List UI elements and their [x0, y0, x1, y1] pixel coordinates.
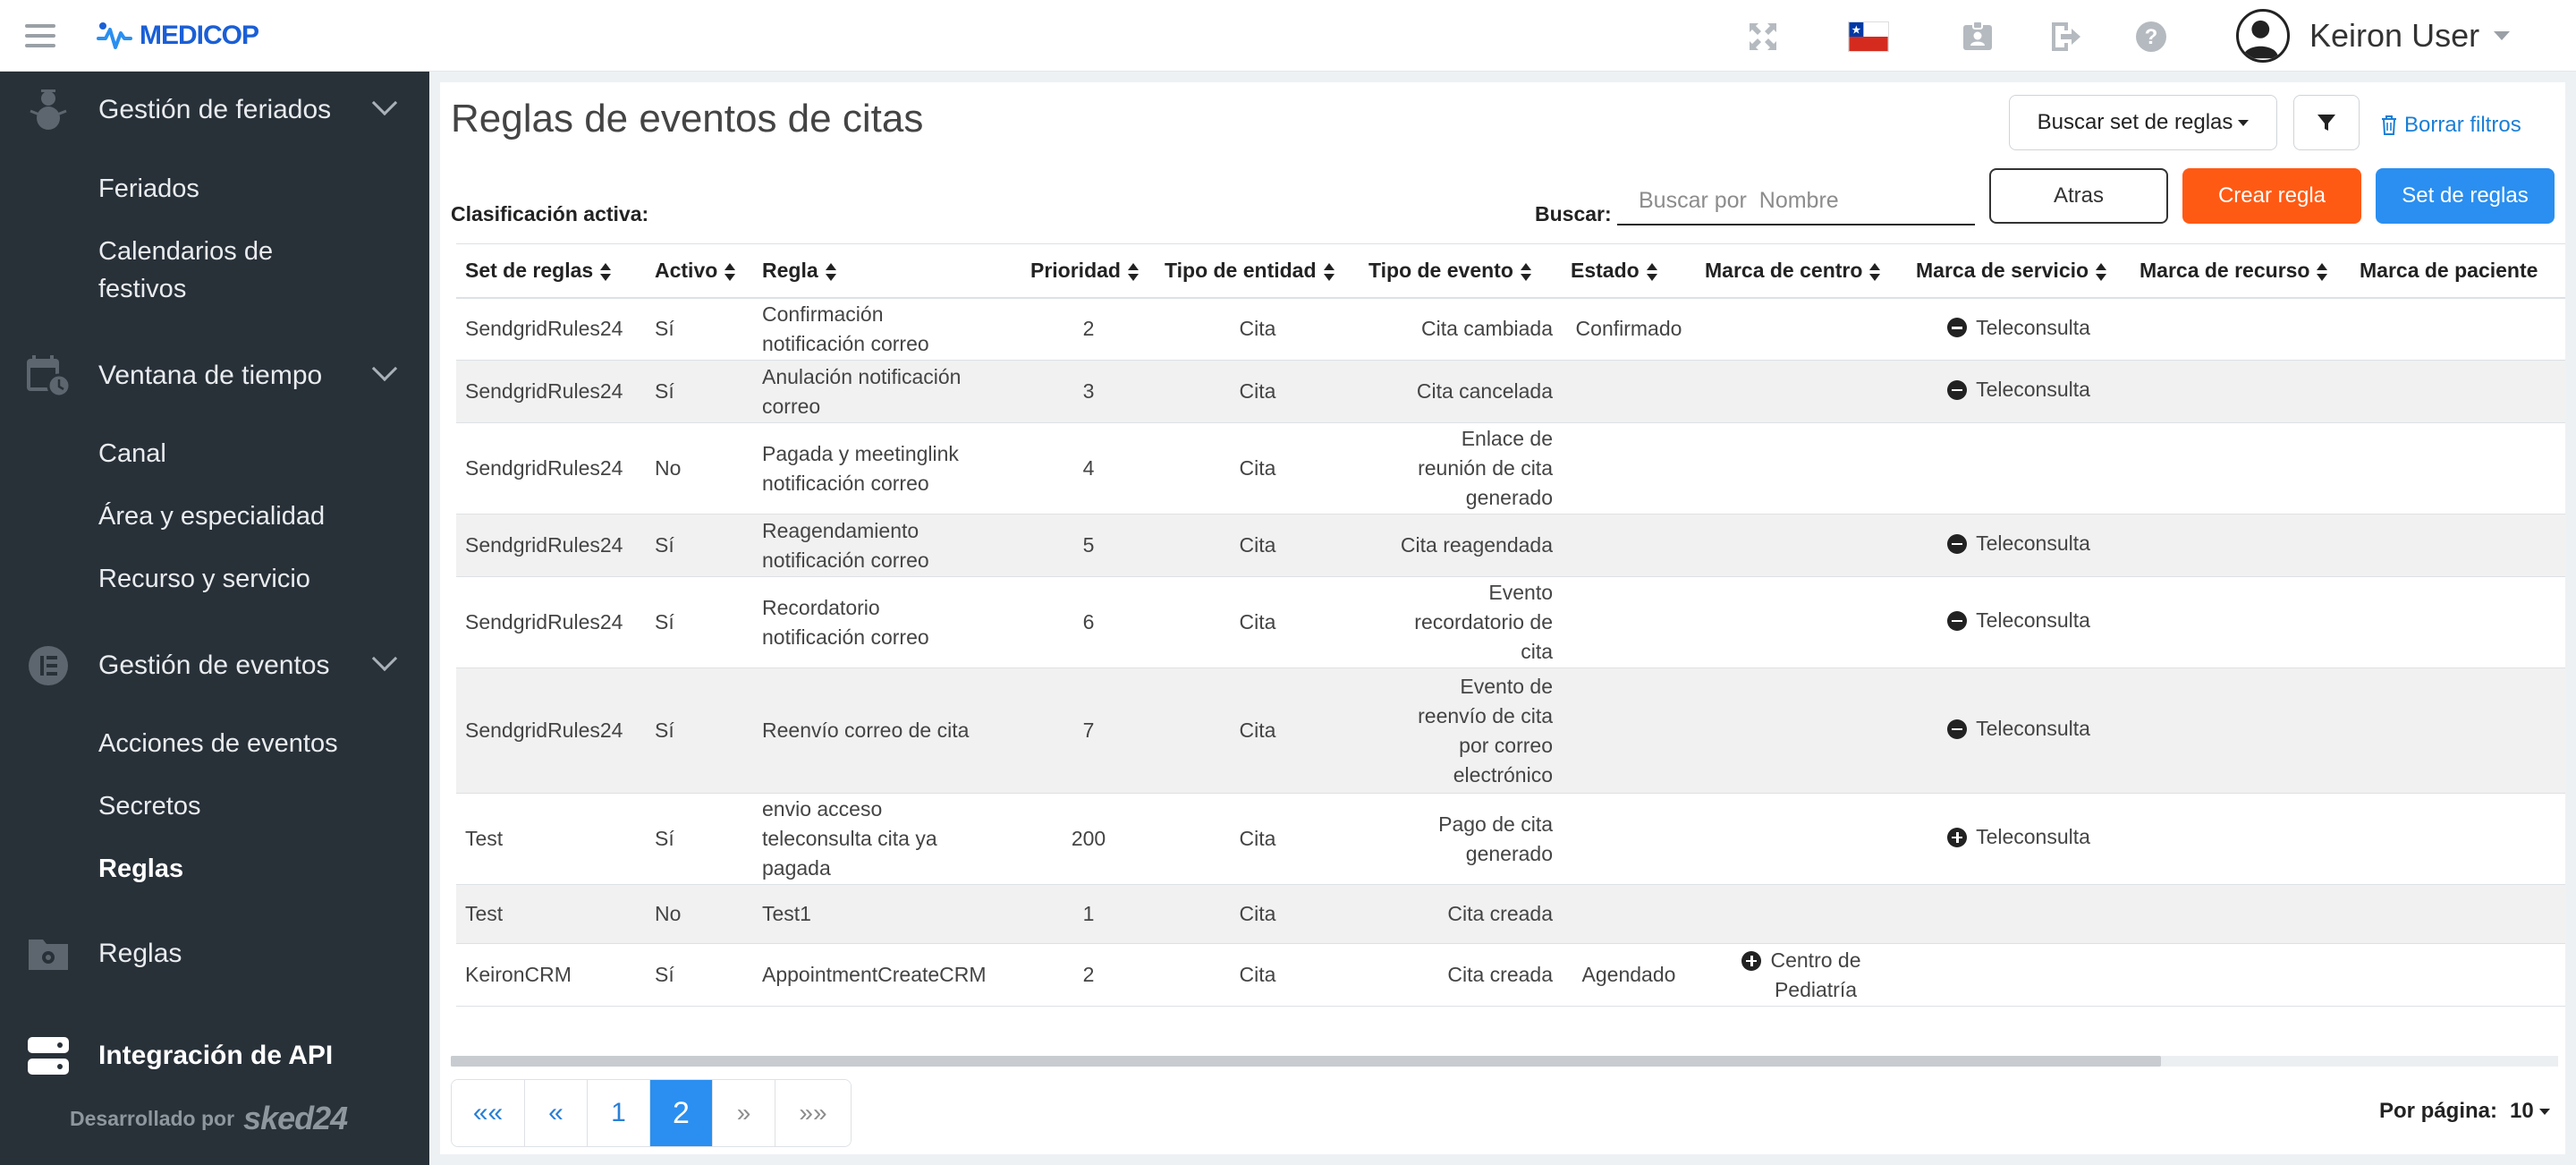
sidebar-item-area[interactable]: Área y especialidad [98, 502, 326, 531]
cell-tipo-entidad: Cita [1156, 668, 1360, 794]
sked24-logo: sked24 [243, 1100, 348, 1136]
cell-marca-servicio [1907, 885, 2131, 944]
column-header[interactable] [456, 244, 646, 298]
pagination [451, 1079, 852, 1147]
filter-icon [2316, 112, 2337, 133]
folder-gear-icon [25, 931, 72, 977]
cell-prioridad: 5 [1021, 514, 1156, 577]
cell-marca-servicio [1907, 298, 2131, 361]
cell-marca-recurso [2131, 423, 2351, 514]
sidebar-item-feriados[interactable]: Feriados [98, 174, 199, 203]
cell-prioridad: 1 [1021, 885, 1156, 944]
cell-estado [1562, 668, 1696, 794]
scrollbar-thumb[interactable] [451, 1056, 2161, 1067]
column-header-label: Tipo de evento [1368, 258, 1513, 282]
column-header-label: Estado [1571, 258, 1640, 282]
cell-marca-servicio [1907, 794, 2131, 885]
cell-marca-recurso [2131, 944, 2351, 1007]
cell-marca-centro [1696, 361, 1907, 423]
cell-tipo-evento [1360, 794, 1562, 885]
cell-text-line: Pagada y meetinglink [762, 441, 959, 465]
cell-tipo-entidad: Cita [1156, 577, 1360, 668]
id-badge-icon[interactable] [1961, 20, 1995, 54]
search-input[interactable] [1617, 177, 1975, 225]
caret-down-icon [2539, 1109, 2550, 1115]
cell-prioridad: 200 [1021, 794, 1156, 885]
cell-activo: No [646, 423, 753, 514]
cell-regla [753, 361, 1021, 423]
cell-text-line: Cita creada [1447, 902, 1553, 925]
cell-text-line: envio acceso [762, 797, 883, 821]
sidebar-section-api[interactable] [0, 1020, 429, 1092]
sidebar [0, 72, 429, 1165]
cell-tipo-entidad: Cita [1156, 423, 1360, 514]
column-header[interactable] [1696, 244, 1907, 298]
cell-text-line: Reagendamiento [762, 518, 919, 542]
cell-marca-paciente [2351, 361, 2565, 423]
chevron-down-icon [372, 90, 397, 115]
cell-regla [753, 298, 1021, 361]
minus-circle-icon [1947, 719, 1967, 739]
sidebar-section-label: Gestión de feriados [98, 95, 332, 124]
sort-icon[interactable] [826, 263, 836, 281]
main-content [440, 82, 2565, 1154]
sort-icon[interactable] [1647, 263, 1657, 281]
cell-text-line: generado [1465, 486, 1553, 509]
hamburger-menu-icon[interactable] [25, 24, 55, 47]
cell-regla [753, 423, 1021, 514]
sort-icon[interactable] [724, 263, 735, 281]
table-row[interactable] [456, 423, 2565, 514]
sidebar-item-label: festivos [98, 275, 187, 303]
cell-set-de-reglas: SendgridRules24 [456, 361, 646, 423]
user-menu-caret-icon [2494, 31, 2510, 40]
chile-flag-icon[interactable] [1848, 21, 1889, 52]
cell-marca-recurso [2131, 668, 2351, 794]
sidebar-section-label: Gestión de eventos [98, 651, 330, 680]
marca-servicio-label: Teleconsulta [1976, 531, 2090, 556]
atras-button[interactable]: Atras [1989, 168, 2168, 224]
cell-estado [1562, 423, 1696, 514]
cell-text-line: Enlace de [1461, 427, 1553, 450]
cell-activo: Sí [646, 944, 753, 1007]
clasificacion-activa-label: Clasificación activa: [451, 202, 649, 225]
user-menu[interactable] [2236, 11, 2510, 61]
top-bar [0, 0, 2576, 72]
column-header[interactable] [1562, 244, 1696, 298]
crear-regla-button[interactable]: Crear regla [2182, 168, 2361, 224]
cell-text-line: notificación correo [762, 471, 929, 495]
caret-down-icon [2238, 120, 2249, 126]
marca-servicio-label: Teleconsulta [1976, 825, 2090, 849]
server-icon [25, 1033, 72, 1079]
cell-text-line: cita [1521, 640, 1553, 663]
cell-marca-recurso [2131, 298, 2351, 361]
page-title: Reglas de eventos de citas [451, 97, 924, 140]
calendar-clock-icon [25, 353, 72, 399]
horizontal-scrollbar[interactable] [451, 1056, 2558, 1067]
cell-text-line: Centro de [1770, 948, 1861, 972]
cell-regla [753, 514, 1021, 577]
marca-tag[interactable] [1947, 313, 2090, 343]
cell-text-line: Cita reagendada [1400, 533, 1553, 557]
cell-tipo-evento [1360, 298, 1562, 361]
snowman-icon [25, 87, 72, 133]
column-header[interactable] [2131, 244, 2351, 298]
cell-marca-recurso [2131, 885, 2351, 944]
cell-marca-servicio [1907, 944, 2131, 1007]
cell-regla [753, 794, 1021, 885]
cell-marca-paciente [2351, 298, 2565, 361]
cell-activo: Sí [646, 794, 753, 885]
cell-tipo-entidad: Cita [1156, 298, 1360, 361]
sidebar-footer [70, 1092, 347, 1145]
sort-icon[interactable] [1521, 263, 1531, 281]
cell-text-line: Test1 [762, 902, 811, 925]
sidebar-item-canal[interactable]: Canal [98, 439, 166, 468]
borrar-filtros-label: Borrar filtros [2404, 113, 2521, 137]
cell-marca-recurso [2131, 794, 2351, 885]
trash-icon [2381, 115, 2397, 135]
sidebar-section-ventana[interactable] [0, 340, 429, 412]
cell-regla [753, 885, 1021, 944]
cell-text-line: correo [762, 394, 821, 418]
column-header[interactable] [1156, 244, 1360, 298]
cell-marca-centro [1696, 298, 1907, 361]
cell-prioridad: 2 [1021, 298, 1156, 361]
column-header-label: Prioridad [1030, 258, 1121, 282]
marca-servicio-label: Teleconsulta [1976, 315, 2090, 339]
cell-marca-paciente [2351, 514, 2565, 577]
cell-marca-paciente [2351, 885, 2565, 944]
cell-text-line: Reenvío correo de cita [762, 719, 970, 742]
sort-icon[interactable] [1128, 263, 1139, 281]
cell-text-line: pagada [762, 856, 831, 880]
cell-text-line: notificación correo [762, 548, 929, 572]
cell-text-line: Pediatría [1774, 977, 1858, 1001]
marca-tag[interactable] [1947, 375, 2090, 404]
cell-marca-centro [1696, 514, 1907, 577]
cell-marca-centro [1696, 423, 1907, 514]
cell-estado: Confirmado [1562, 298, 1696, 361]
cell-set-de-reglas: SendgridRules24 [456, 514, 646, 577]
plus-circle-icon [1741, 951, 1761, 971]
sidebar-item-reglas[interactable]: Reglas [98, 855, 184, 883]
cell-estado [1562, 885, 1696, 944]
cell-tipo-evento [1360, 885, 1562, 944]
sidebar-item-label: Calendarios de [98, 237, 274, 266]
cell-tipo-entidad: Cita [1156, 885, 1360, 944]
cell-activo: No [646, 885, 753, 944]
events-icon [25, 642, 72, 689]
sort-icon[interactable] [2317, 263, 2327, 281]
cell-prioridad: 7 [1021, 668, 1156, 794]
cell-marca-servicio [1907, 423, 2131, 514]
table-row[interactable] [456, 298, 2565, 361]
cell-text-line: Confirmación [762, 302, 884, 326]
sidebar-item-calendarios[interactable] [98, 233, 273, 308]
cell-text-line: Cita cancelada [1416, 379, 1553, 403]
page-last-button[interactable]: »» [775, 1080, 851, 1146]
cell-prioridad: 4 [1021, 423, 1156, 514]
cell-set-de-reglas: Test [456, 885, 646, 944]
column-header-label: Marca de paciente [2360, 258, 2538, 282]
sidebar-section-reglas[interactable] [0, 918, 429, 990]
cell-text-line: Anulación notificación [762, 364, 962, 388]
cell-set-de-reglas: SendgridRules24 [456, 423, 646, 514]
table-row[interactable] [456, 514, 2565, 577]
cell-text-line: notificación correo [762, 625, 929, 649]
cell-set-de-reglas: SendgridRules24 [456, 298, 646, 361]
minus-circle-icon [1947, 534, 1967, 554]
cell-activo: Sí [646, 361, 753, 423]
sidebar-item-acciones[interactable]: Acciones de eventos [98, 729, 338, 758]
per-page-value: 10 [2510, 1099, 2550, 1124]
marca-servicio-label: Teleconsulta [1976, 717, 2090, 741]
cell-estado [1562, 361, 1696, 423]
cell-marca-servicio [1907, 514, 2131, 577]
page-prev-button[interactable]: « [525, 1080, 588, 1146]
cell-marca-centro [1696, 794, 1907, 885]
cell-text-line: Cita creada [1447, 963, 1553, 986]
table-row[interactable] [456, 944, 2565, 1007]
cell-tipo-entidad: Cita [1156, 794, 1360, 885]
column-header[interactable] [753, 244, 1021, 298]
sidebar-section-feriados[interactable] [0, 74, 429, 146]
column-header-label: Set de reglas [465, 258, 594, 282]
page-1-button[interactable]: 1 [588, 1080, 650, 1146]
logo-text: MEDICOP [140, 21, 259, 50]
cell-estado [1562, 794, 1696, 885]
cell-text-line: reunión de cita [1418, 456, 1553, 480]
cell-text-line: Recordatorio [762, 595, 880, 619]
buscar-label: Buscar: [1535, 202, 1612, 225]
cell-marca-paciente [2351, 423, 2565, 514]
cell-estado [1562, 514, 1696, 577]
set-de-reglas-button[interactable]: Set de reglas [2376, 168, 2555, 224]
cell-text-line: Cita cambiada [1420, 317, 1553, 341]
cell-text-line: Evento de [1460, 674, 1553, 698]
cell-marca-paciente [2351, 794, 2565, 885]
page-next-button[interactable]: » [713, 1080, 775, 1146]
column-header-label: Tipo de entidad [1165, 258, 1317, 282]
cell-activo: Sí [646, 577, 753, 668]
marca-tag[interactable] [1947, 822, 2090, 852]
table-row[interactable] [456, 885, 2565, 944]
column-header-label: Marca de centro [1705, 258, 1863, 282]
cell-tipo-evento [1360, 423, 1562, 514]
column-header[interactable] [2351, 244, 2565, 298]
column-header-label: Marca de servicio [1916, 258, 2089, 282]
per-page-selector[interactable] [2379, 1099, 2550, 1124]
svg-text:?: ? [2144, 25, 2158, 49]
table-row[interactable] [456, 361, 2565, 423]
cell-set-de-reglas: Test [456, 794, 646, 885]
marca-servicio-label: Teleconsulta [1976, 608, 2090, 633]
sort-icon[interactable] [1869, 263, 1880, 281]
cell-tipo-entidad: Cita [1156, 361, 1360, 423]
cell-marca-recurso [2131, 514, 2351, 577]
cell-text-line: teleconsulta cita ya [762, 827, 937, 850]
cell-tipo-evento [1360, 361, 1562, 423]
chevron-down-icon [372, 646, 397, 671]
page-2-button[interactable]: 2 [650, 1080, 713, 1146]
cell-marca-recurso [2131, 577, 2351, 668]
plus-circle-icon [1947, 828, 1967, 847]
table-row[interactable] [456, 794, 2565, 885]
cell-activo: Sí [646, 514, 753, 577]
cell-marca-servicio [1907, 361, 2131, 423]
cell-text-line: electrónico [1453, 762, 1553, 787]
column-header-label: Activo [655, 258, 718, 282]
sidebar-section-eventos[interactable] [0, 630, 429, 702]
minus-circle-icon [1947, 318, 1967, 337]
cell-text-line: recordatorio de [1414, 610, 1553, 634]
sort-icon[interactable] [2096, 263, 2106, 281]
cell-set-de-reglas: KeironCRM [456, 944, 646, 1007]
cell-text-line: reenvío de cita [1418, 703, 1553, 727]
logout-icon[interactable] [2048, 20, 2082, 54]
sidebar-section-label: Integración de API [98, 1041, 334, 1070]
chevron-down-icon [372, 356, 397, 381]
cell-tipo-entidad: Cita [1156, 514, 1360, 577]
marca-servicio-label: Teleconsulta [1976, 378, 2090, 402]
cell-text-line: Evento [1488, 581, 1553, 604]
cell-estado [1562, 577, 1696, 668]
user-avatar-icon [2236, 9, 2290, 63]
rules-table [456, 243, 2565, 1007]
cell-marca-paciente [2351, 944, 2565, 1007]
table-row[interactable] [456, 577, 2565, 668]
sidebar-item-secretos[interactable]: Secretos [98, 792, 201, 821]
sidebar-section-label: Ventana de tiempo [98, 361, 323, 390]
sidebar-section-label: Reglas [98, 939, 182, 968]
column-header[interactable] [1360, 244, 1562, 298]
sidebar-item-recurso[interactable]: Recurso y servicio [98, 565, 310, 593]
column-header-label: Regla [762, 258, 818, 282]
column-header[interactable] [646, 244, 753, 298]
marca-centro-label [1770, 946, 1860, 1005]
column-header[interactable] [1907, 244, 2131, 298]
minus-circle-icon [1947, 611, 1967, 631]
cell-text-line: generado [1465, 841, 1553, 865]
page-first-button[interactable]: «« [452, 1080, 525, 1146]
app-logo[interactable] [97, 18, 258, 54]
marca-tag[interactable] [1947, 606, 2090, 635]
column-header-label: Marca de recurso [2140, 258, 2310, 282]
cell-prioridad: 3 [1021, 361, 1156, 423]
cell-text-line: notificación correo [762, 331, 929, 355]
cell-text-line: por correo [1459, 733, 1553, 757]
column-header[interactable] [1021, 244, 1156, 298]
sort-icon[interactable] [600, 263, 611, 281]
marca-tag[interactable] [1947, 714, 2090, 744]
minus-circle-icon [1947, 380, 1967, 400]
cell-set-de-reglas: SendgridRules24 [456, 577, 646, 668]
table-header-row [456, 244, 2565, 298]
cell-activo: Sí [646, 298, 753, 361]
cell-marca-centro [1696, 885, 1907, 944]
cell-tipo-evento [1360, 944, 1562, 1007]
table-body [456, 298, 2565, 1007]
sort-icon[interactable] [1324, 263, 1335, 281]
cell-prioridad: 6 [1021, 577, 1156, 668]
cell-text-line: Pago de cita [1438, 812, 1553, 836]
cell-regla [753, 668, 1021, 794]
help-icon[interactable] [2134, 20, 2168, 54]
cell-set-de-reglas: SendgridRules24 [456, 668, 646, 794]
buscar-set-reglas-label: Buscar set de reglas [2037, 110, 2233, 134]
cell-marca-servicio [1907, 577, 2131, 668]
cell-tipo-entidad: Cita [1156, 944, 1360, 1007]
cell-tipo-evento [1360, 577, 1562, 668]
cell-text-line: AppointmentCreateCRM [762, 963, 987, 986]
cell-marca-centro [1696, 668, 1907, 794]
cell-tipo-evento [1360, 668, 1562, 794]
buscar-set-reglas-dropdown[interactable] [2009, 95, 2277, 150]
cell-marca-centro [1696, 577, 1907, 668]
cell-marca-paciente [2351, 668, 2565, 794]
logo-pulse-icon [97, 21, 132, 51]
marca-tag[interactable] [1947, 529, 2090, 558]
filter-button[interactable] [2293, 95, 2360, 150]
cell-prioridad: 2 [1021, 944, 1156, 1007]
cell-estado: Agendado [1562, 944, 1696, 1007]
cell-marca-paciente [2351, 577, 2565, 668]
per-page-label: Por página: [2379, 1099, 2498, 1123]
table-row[interactable] [456, 668, 2565, 794]
cell-marca-servicio [1907, 668, 2131, 794]
cell-regla [753, 577, 1021, 668]
user-name: Keiron User [2309, 17, 2480, 54]
fullscreen-icon[interactable] [1746, 20, 1780, 54]
cell-activo: Sí [646, 668, 753, 794]
marca-tag[interactable] [1741, 946, 1860, 1005]
cell-marca-recurso [2131, 361, 2351, 423]
cell-marca-centro [1696, 944, 1907, 1007]
rules-table-container [456, 243, 2565, 1084]
cell-regla [753, 944, 1021, 1007]
cell-tipo-evento [1360, 514, 1562, 577]
developed-by-label: Desarrollado por [70, 1106, 235, 1130]
borrar-filtros-link[interactable] [2381, 113, 2521, 138]
